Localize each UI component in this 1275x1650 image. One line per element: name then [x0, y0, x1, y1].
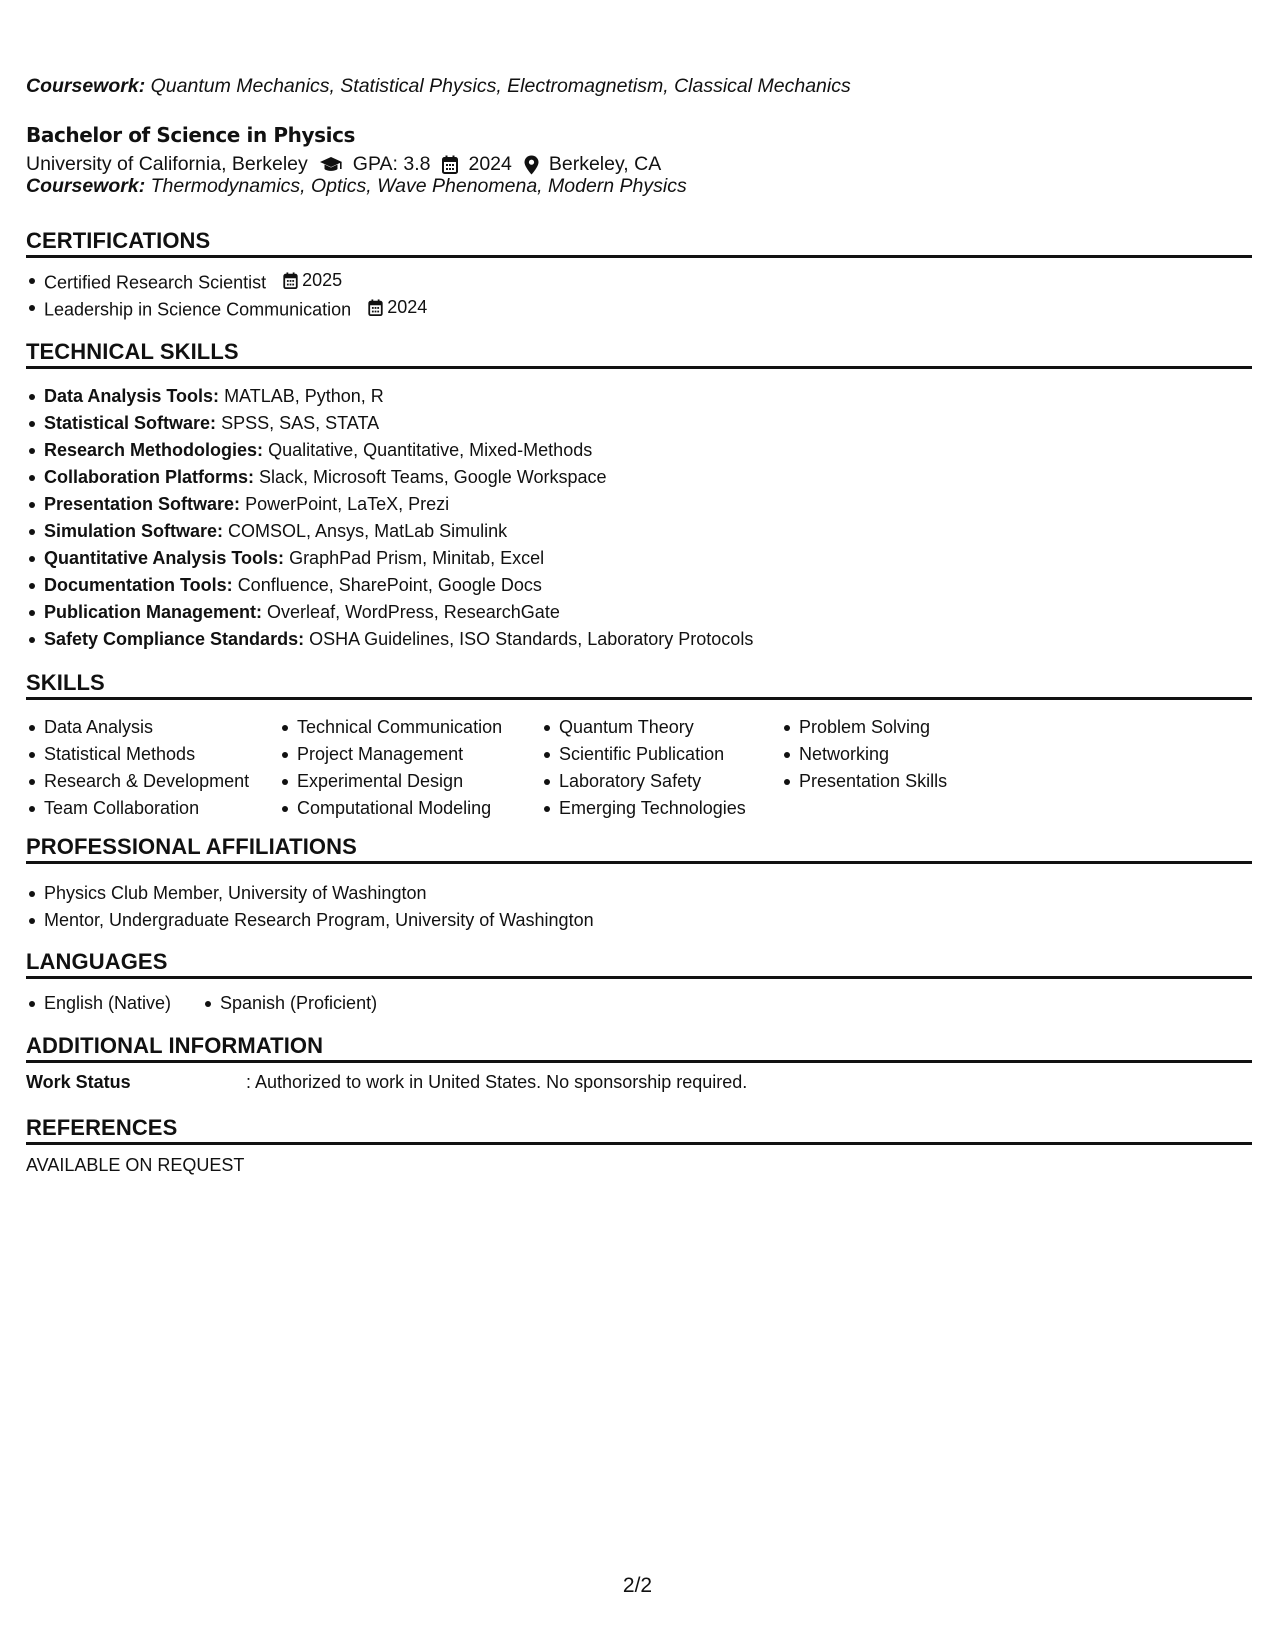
- certification-name: Leadership in Science Communication: [44, 299, 352, 320]
- section-heading: CERTIFICATIONS: [26, 226, 1252, 258]
- list-item: Spanish (Proficient): [202, 992, 377, 1014]
- references-text: AVAILABLE ON REQUEST: [26, 1155, 245, 1175]
- skill-value: Confluence, SharePoint, Google Docs: [237, 575, 542, 595]
- gpa-value: GPA: 3.8: [352, 153, 431, 175]
- section-heading: SKILLS: [26, 668, 1252, 700]
- calendar-icon: [368, 299, 383, 316]
- skill-value: MATLAB, Python, R: [224, 386, 384, 406]
- skills-section: [26, 668, 1252, 700]
- certifications-section: [26, 226, 1252, 258]
- skill-value: SPSS, SAS, STATA: [221, 413, 380, 433]
- work-status-value: : Authorized to work in United States. No sponsorship required.: [246, 1072, 748, 1092]
- skill-label: Safety Compliance Standards:: [44, 629, 305, 649]
- certification-year: 2025: [302, 270, 343, 290]
- list-item: Scientific Publication: [541, 743, 724, 765]
- work-status-label: Work Status: [26, 1072, 131, 1092]
- references-section: [26, 1113, 1252, 1145]
- coursework-label: Coursework:: [26, 75, 146, 97]
- certification-name: Certified Research Scientist: [44, 272, 267, 293]
- list-item: Computational Modeling: [279, 797, 491, 819]
- graduation-cap-icon: [319, 156, 343, 174]
- list-item: [26, 439, 592, 461]
- list-item: [26, 628, 753, 650]
- list-item: [26, 601, 560, 623]
- skill-label: Statistical Software:: [44, 413, 217, 433]
- skill-label: Publication Management:: [44, 602, 263, 622]
- list-item: Networking: [781, 743, 889, 765]
- list-item: [26, 466, 607, 488]
- list-item: Laboratory Safety: [541, 770, 701, 792]
- education-meta: [26, 153, 661, 176]
- list-item: Research & Development: [26, 770, 249, 792]
- section-heading: REFERENCES: [26, 1113, 1252, 1145]
- skill-value: Qualitative, Quantitative, Mixed-Methods: [268, 440, 593, 460]
- coursework-line: [26, 175, 687, 198]
- skill-value: OSHA Guidelines, ISO Standards, Laboratory Protocols: [309, 629, 754, 649]
- calendar-icon: [442, 155, 458, 174]
- school-location: Berkeley, CA: [548, 153, 662, 175]
- list-item: Data Analysis: [26, 716, 153, 738]
- list-item: [26, 385, 384, 407]
- skill-label: Documentation Tools:: [44, 575, 233, 595]
- list-item: [26, 574, 542, 596]
- technical-skills-section: [26, 337, 1252, 369]
- list-item: [26, 269, 342, 294]
- skill-value: PowerPoint, LaTeX, Prezi: [245, 494, 450, 514]
- skill-value: GraphPad Prism, Minitab, Excel: [289, 548, 545, 568]
- list-item: Mentor, Undergraduate Research Program, University of Washington: [26, 909, 594, 931]
- list-item: [26, 547, 544, 569]
- list-item: [26, 520, 507, 542]
- list-item: Emerging Technologies: [541, 797, 746, 819]
- map-pin-icon: [524, 155, 539, 175]
- skill-label: Presentation Software:: [44, 494, 241, 514]
- degree-title: Bachelor of Science in Physics: [26, 123, 356, 147]
- graduation-year: 2024: [468, 153, 512, 175]
- skill-label: Simulation Software:: [44, 521, 224, 541]
- section-heading: LANGUAGES: [26, 947, 1252, 979]
- list-item: English (Native): [26, 992, 171, 1014]
- skill-label: Quantitative Analysis Tools:: [44, 548, 285, 568]
- languages-section: [26, 947, 1252, 979]
- school-name: University of California, Berkeley: [26, 153, 308, 175]
- list-item: [26, 296, 427, 321]
- list-item: Physics Club Member, University of Washington: [26, 882, 426, 904]
- section-heading: ADDITIONAL INFORMATION: [26, 1031, 1252, 1063]
- list-item: [26, 493, 449, 515]
- list-item: Experimental Design: [279, 770, 463, 792]
- skill-label: Collaboration Platforms:: [44, 467, 255, 487]
- coursework-line: [26, 75, 851, 98]
- additional-info-section: [26, 1031, 1252, 1063]
- list-item: [26, 412, 379, 434]
- coursework-label: Coursework:: [26, 175, 146, 197]
- list-item: Quantum Theory: [541, 716, 694, 738]
- skill-value: COMSOL, Ansys, MatLab Simulink: [228, 521, 508, 541]
- skill-label: Research Methodologies:: [44, 440, 264, 460]
- skill-label: Data Analysis Tools:: [44, 386, 220, 406]
- skill-value: Overleaf, WordPress, ResearchGate: [267, 602, 560, 622]
- section-heading: TECHNICAL SKILLS: [26, 337, 1252, 369]
- page-number: 2/2: [622, 1574, 653, 1597]
- skill-value: Slack, Microsoft Teams, Google Workspace: [259, 467, 607, 487]
- coursework-text: Thermodynamics, Optics, Wave Phenomena, Modern Physics: [150, 175, 687, 197]
- list-item: Statistical Methods: [26, 743, 195, 765]
- list-item: Presentation Skills: [781, 770, 947, 792]
- list-item: Team Collaboration: [26, 797, 199, 819]
- section-heading: PROFESSIONAL AFFILIATIONS: [26, 832, 1252, 864]
- list-item: Project Management: [279, 743, 463, 765]
- certification-year: 2024: [387, 297, 428, 317]
- affiliations-section: [26, 832, 1252, 864]
- list-item: Technical Communication: [279, 716, 502, 738]
- calendar-icon: [283, 272, 298, 289]
- coursework-text: Quantum Mechanics, Statistical Physics, Electromagnetism, Classical Mechanics: [150, 75, 851, 97]
- list-item: Problem Solving: [781, 716, 930, 738]
